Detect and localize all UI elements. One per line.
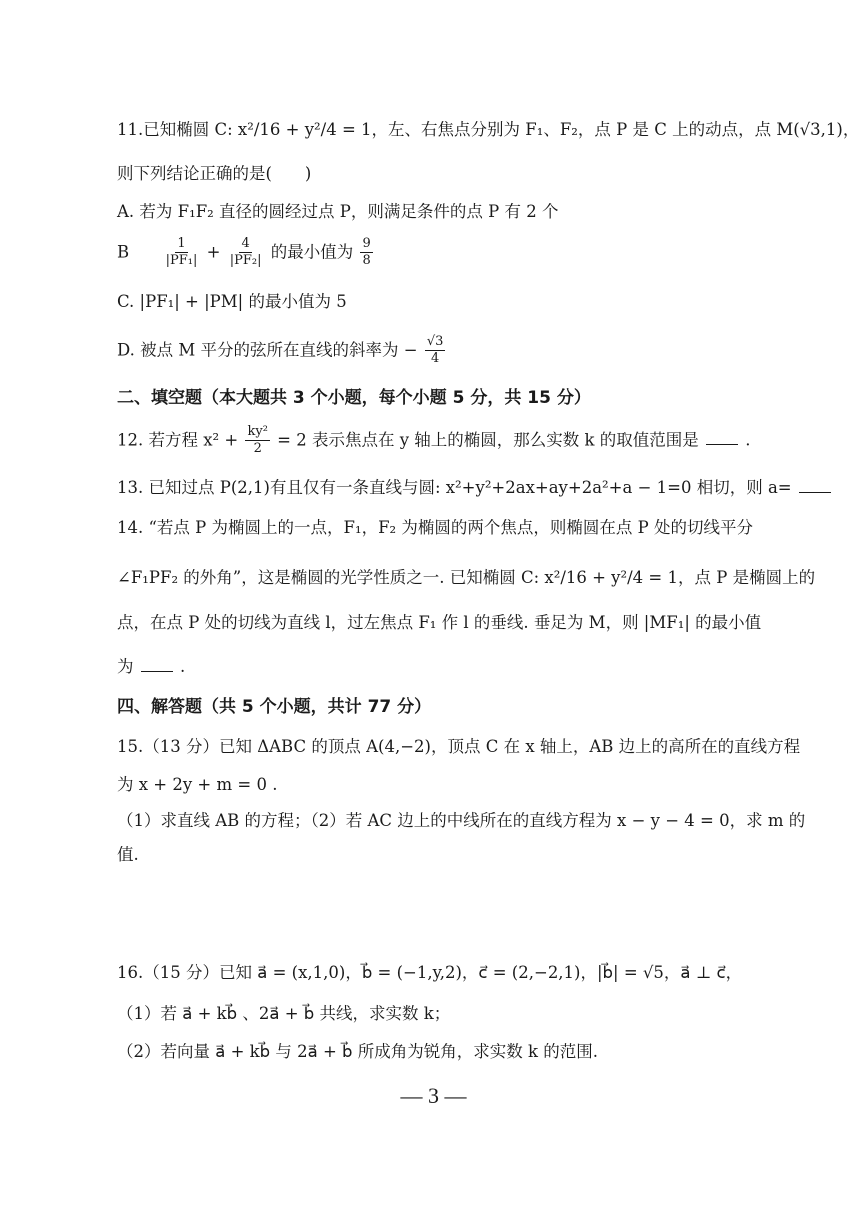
q13-answer-blank <box>799 492 831 493</box>
q12-fraction-den: 2 <box>253 441 262 457</box>
q11-option-b <box>117 236 777 270</box>
q12-answer-blank <box>706 444 738 445</box>
q11-option-d-text: D. 被点 M 平分的弦所在直线的斜率为 − <box>117 340 418 360</box>
q12-end: . <box>745 430 751 450</box>
q14-line4 <box>117 659 777 676</box>
q16-line3: （2）若向量 a⃗ + kb⃗ 与 2a⃗ + b⃗ 所成角为锐角，求实数 k 的范围. <box>117 1042 599 1061</box>
question-12 <box>117 424 777 458</box>
q11-option-b-fraction-1-den: |PF₁| <box>165 253 198 269</box>
q11-stem-line1: 11.已知椭圆 C: x²/16 + y²/4 = 1，左、右焦点分别为 F₁、F₂，点 P 是 C 上的动点，点 M(√3,1)， <box>117 120 860 139</box>
q14-answer-blank <box>141 671 173 672</box>
q11-option-b-fraction-2-num: 4 <box>239 236 251 253</box>
q16-line2: （1）若 a⃗ + kb⃗ 、2a⃗ + b⃗ 共线，求实数 k； <box>117 1004 451 1023</box>
q11-option-b-fraction-2 <box>228 236 264 270</box>
q11-option-d <box>117 334 777 368</box>
q11-stem-line2: 则下列结论正确的是( ) <box>117 164 312 183</box>
q13-text: 13. 已知过点 P(2,1)有且仅有一条直线与圆: x²+y²+2ax+ay+2a²+a − 1=0 相切，则 a= <box>117 478 792 497</box>
q15-line4: 值. <box>117 845 139 864</box>
q14-line2: ∠F₁PF₂ 的外角”，这是椭圆的光学性质之一. 已知椭圆 C: x²/16 + y²/4 = 1，点 P 是椭圆上的 <box>117 568 816 587</box>
q11-option-b-value <box>360 236 372 270</box>
q11-option-b-value-den: 8 <box>362 253 371 269</box>
q16-line1: 16.（15 分）已知 a⃗ = (x,1,0)，b⃗ = (−1,y,2)，c⃗ = (2,−2,1)，|b⃗| = √5，a⃗ ⊥ c⃗， <box>117 963 743 982</box>
question-13 <box>117 478 792 497</box>
q11-option-c: C. |PF₁| + |PM| 的最小值为 5 <box>117 292 347 311</box>
q12-fraction <box>245 424 269 458</box>
q11-option-d-fraction <box>425 334 446 368</box>
q14-end: . <box>180 657 186 676</box>
q11-option-b-fraction-1 <box>164 236 200 270</box>
q11-option-b-fraction-2-den: |PF₂| <box>229 253 262 269</box>
q15-line3: （1）求直线 AB 的方程；（2）若 AC 边上的中线所在的直线方程为 x − y − 4 = 0，求 m 的 <box>117 811 806 830</box>
q11-option-b-text: 的最小值为 <box>270 242 354 262</box>
q12-post: = 2 表示焦点在 y 轴上的椭圆，那么实数 k 的取值范围是 <box>277 430 699 450</box>
q14-line3: 点，在点 P 处的切线为直线 l，过左焦点 F₁ 作 l 的垂线. 垂足为 M，则 |MF₁| 的最小值 <box>117 613 762 632</box>
q15-line1: 15.（13 分）已知 ΔABC 的顶点 A(4,−2)，顶点 C 在 x 轴上，AB 边上的高所在的直线方程 <box>117 737 801 756</box>
q11-option-b-plus: + <box>206 242 221 262</box>
q11-option-d-fraction-num: √3 <box>425 334 446 351</box>
q14-line4-text: 为 <box>117 657 134 676</box>
q11-option-a: A. 若为 F₁F₂ 直径的圆经过点 P，则满足条件的点 P 有 2 个 <box>117 202 559 221</box>
q11-option-b-fraction-1-num: 1 <box>175 236 187 253</box>
q12-fraction-num: ky² <box>245 424 269 441</box>
section-fill-in-title: 二、填空题（本大题共 3 个小题，每个小题 5 分，共 15 分） <box>117 388 591 408</box>
q12-pre: 12. 若方程 x² + <box>117 430 239 450</box>
q11-option-d-fraction-den: 4 <box>430 351 440 367</box>
page-number: — 3 — <box>400 1083 467 1108</box>
q11-option-b-label: B <box>117 242 130 262</box>
section-answer-title: 四、解答题（共 5 个小题，共计 77 分） <box>117 697 432 717</box>
q15-line2: 为 x + 2y + m = 0 . <box>117 775 278 794</box>
q14-line1: 14. “若点 P 为椭圆上的一点，F₁，F₂ 为椭圆的两个焦点，则椭圆在点 P 处的切线平分 <box>117 518 753 537</box>
q11-option-b-value-num: 9 <box>360 236 372 253</box>
